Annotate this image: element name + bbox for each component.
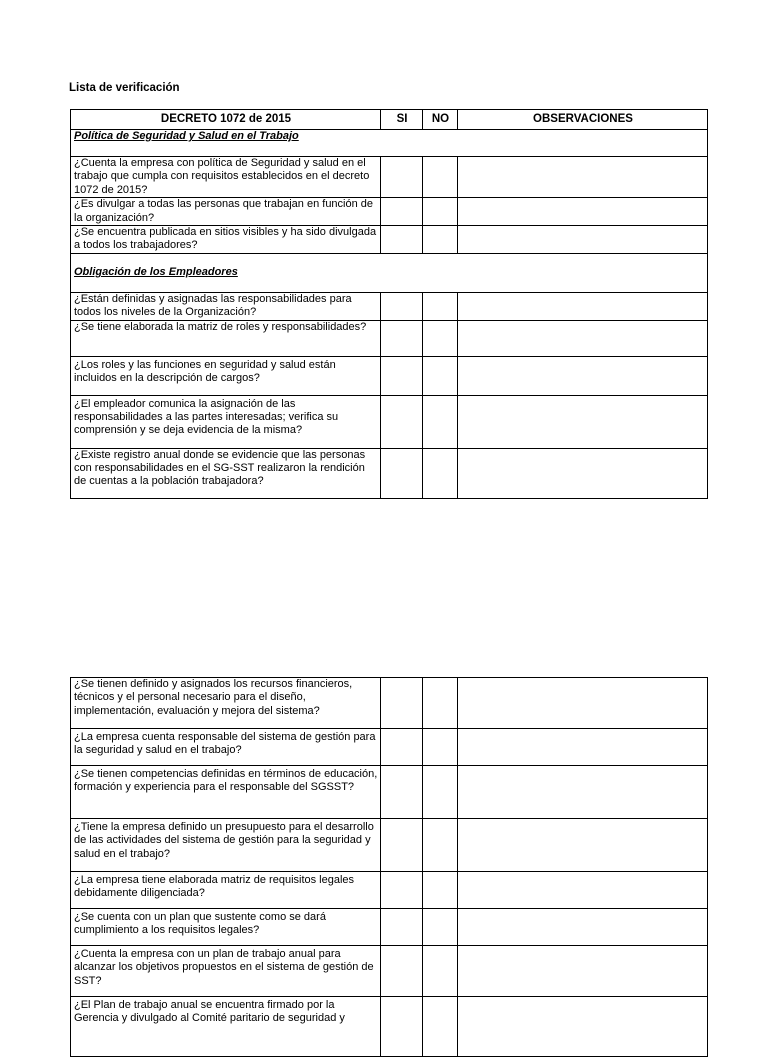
header-si: SI — [381, 110, 423, 130]
no-cell[interactable] — [423, 819, 458, 872]
si-cell[interactable] — [381, 766, 423, 819]
no-cell[interactable] — [423, 157, 458, 198]
observaciones-cell[interactable] — [458, 395, 708, 448]
observaciones-cell[interactable] — [458, 819, 708, 872]
section-header — [71, 253, 708, 292]
header-decreto: DECRETO 1072 de 2015 — [71, 110, 381, 130]
no-cell[interactable] — [423, 946, 458, 997]
no-cell[interactable] — [423, 198, 458, 226]
checklist-table — [70, 109, 708, 499]
question-cell: ¿Se cuenta con un plan que sustente como se dará cumplimiento a los requisitos legales? — [71, 909, 381, 946]
observaciones-cell[interactable] — [458, 226, 708, 254]
question-cell: ¿Es divulgar a todas las personas que trabajan en función de la organización? — [71, 198, 381, 226]
si-cell[interactable] — [381, 819, 423, 872]
no-cell[interactable] — [423, 448, 458, 498]
question-cell: ¿Se tiene elaborada la matriz de roles y responsabilidades? — [71, 320, 381, 356]
section-title-politica: Política de Seguridad y Salud en el Trabajo — [74, 130, 299, 142]
question-cell: ¿La empresa cuenta responsable del sistema de gestión para la seguridad y salud en el trabajo? — [71, 729, 381, 766]
si-cell[interactable] — [381, 356, 423, 395]
header-no: NO — [423, 110, 458, 130]
checklist-table-continued — [70, 677, 708, 1057]
si-cell[interactable] — [381, 997, 423, 1057]
observaciones-cell[interactable] — [458, 997, 708, 1057]
si-cell[interactable] — [381, 292, 423, 320]
header-observaciones: OBSERVACIONES — [458, 110, 708, 130]
question-cell: ¿Tiene la empresa definido un presupuesto para el desarrollo de las actividades del sistema de gestión para la seguridad y salud en el trabajo? — [71, 819, 381, 872]
no-cell[interactable] — [423, 766, 458, 819]
question-cell: ¿El Plan de trabajo anual se encuentra firmado por la Gerencia y divulgado al Comité paritario de seguridad y — [71, 997, 381, 1057]
observaciones-cell[interactable] — [458, 729, 708, 766]
no-cell[interactable] — [423, 226, 458, 254]
no-cell[interactable] — [423, 320, 458, 356]
no-cell[interactable] — [423, 356, 458, 395]
question-cell: ¿Los roles y las funciones en seguridad y salud están incluidos en la descripción de cargos? — [71, 356, 381, 395]
si-cell[interactable] — [381, 198, 423, 226]
no-cell[interactable] — [423, 292, 458, 320]
si-cell[interactable] — [381, 729, 423, 766]
observaciones-cell[interactable] — [458, 448, 708, 498]
question-cell: ¿Se encuentra publicada en sitios visibles y ha sido divulgada a todos los trabajadores? — [71, 226, 381, 254]
question-cell: ¿Cuenta la empresa con un plan de trabajo anual para alcanzar los objetivos propuestos en el sistema de gestión de SST? — [71, 946, 381, 997]
observaciones-cell[interactable] — [458, 909, 708, 946]
no-cell[interactable] — [423, 909, 458, 946]
question-cell: ¿Existe registro anual donde se evidencie que las personas con responsabilidades en el SG-SST realizaron la rendición de cuentas a la población trabajadora? — [71, 448, 381, 498]
si-cell[interactable] — [381, 395, 423, 448]
observaciones-cell[interactable] — [458, 766, 708, 819]
si-cell[interactable] — [381, 872, 423, 909]
section-title-obligacion: Obligación de los Empleadores — [74, 266, 238, 279]
si-cell[interactable] — [381, 909, 423, 946]
question-cell: ¿El empleador comunica la asignación de las responsabilidades a las partes interesadas; verifica su comprensión y se deja evidencia de la misma? — [71, 395, 381, 448]
observaciones-cell[interactable] — [458, 157, 708, 198]
si-cell[interactable] — [381, 678, 423, 729]
no-cell[interactable] — [423, 997, 458, 1057]
section-header — [71, 130, 708, 157]
no-cell[interactable] — [423, 395, 458, 448]
question-cell: ¿Se tienen competencias definidas en términos de educación, formación y experiencia para el responsable del SGSST? — [71, 766, 381, 819]
observaciones-cell[interactable] — [458, 678, 708, 729]
observaciones-cell[interactable] — [458, 872, 708, 909]
si-cell[interactable] — [381, 226, 423, 254]
si-cell[interactable] — [381, 157, 423, 198]
question-cell: ¿Se tienen definido y asignados los recursos financieros, técnicos y el personal necesario para el diseño, implementación, evaluación y mejora del sistema? — [71, 678, 381, 729]
question-cell: ¿Están definidas y asignadas las responsabilidades para todos los niveles de la Organización? — [71, 292, 381, 320]
observaciones-cell[interactable] — [458, 946, 708, 997]
observaciones-cell[interactable] — [458, 356, 708, 395]
observaciones-cell[interactable] — [458, 198, 708, 226]
si-cell[interactable] — [381, 946, 423, 997]
observaciones-cell[interactable] — [458, 292, 708, 320]
no-cell[interactable] — [423, 678, 458, 729]
question-cell: ¿La empresa tiene elaborada matriz de requisitos legales debidamente diligenciada? — [71, 872, 381, 909]
observaciones-cell[interactable] — [458, 320, 708, 356]
question-cell: ¿Cuenta la empresa con política de Seguridad y salud en el trabajo que cumpla con requisitos establecidos en el decreto 1072 de 2015? — [71, 157, 381, 198]
si-cell[interactable] — [381, 448, 423, 498]
document-title: Lista de verificación — [69, 82, 180, 94]
no-cell[interactable] — [423, 729, 458, 766]
no-cell[interactable] — [423, 872, 458, 909]
si-cell[interactable] — [381, 320, 423, 356]
